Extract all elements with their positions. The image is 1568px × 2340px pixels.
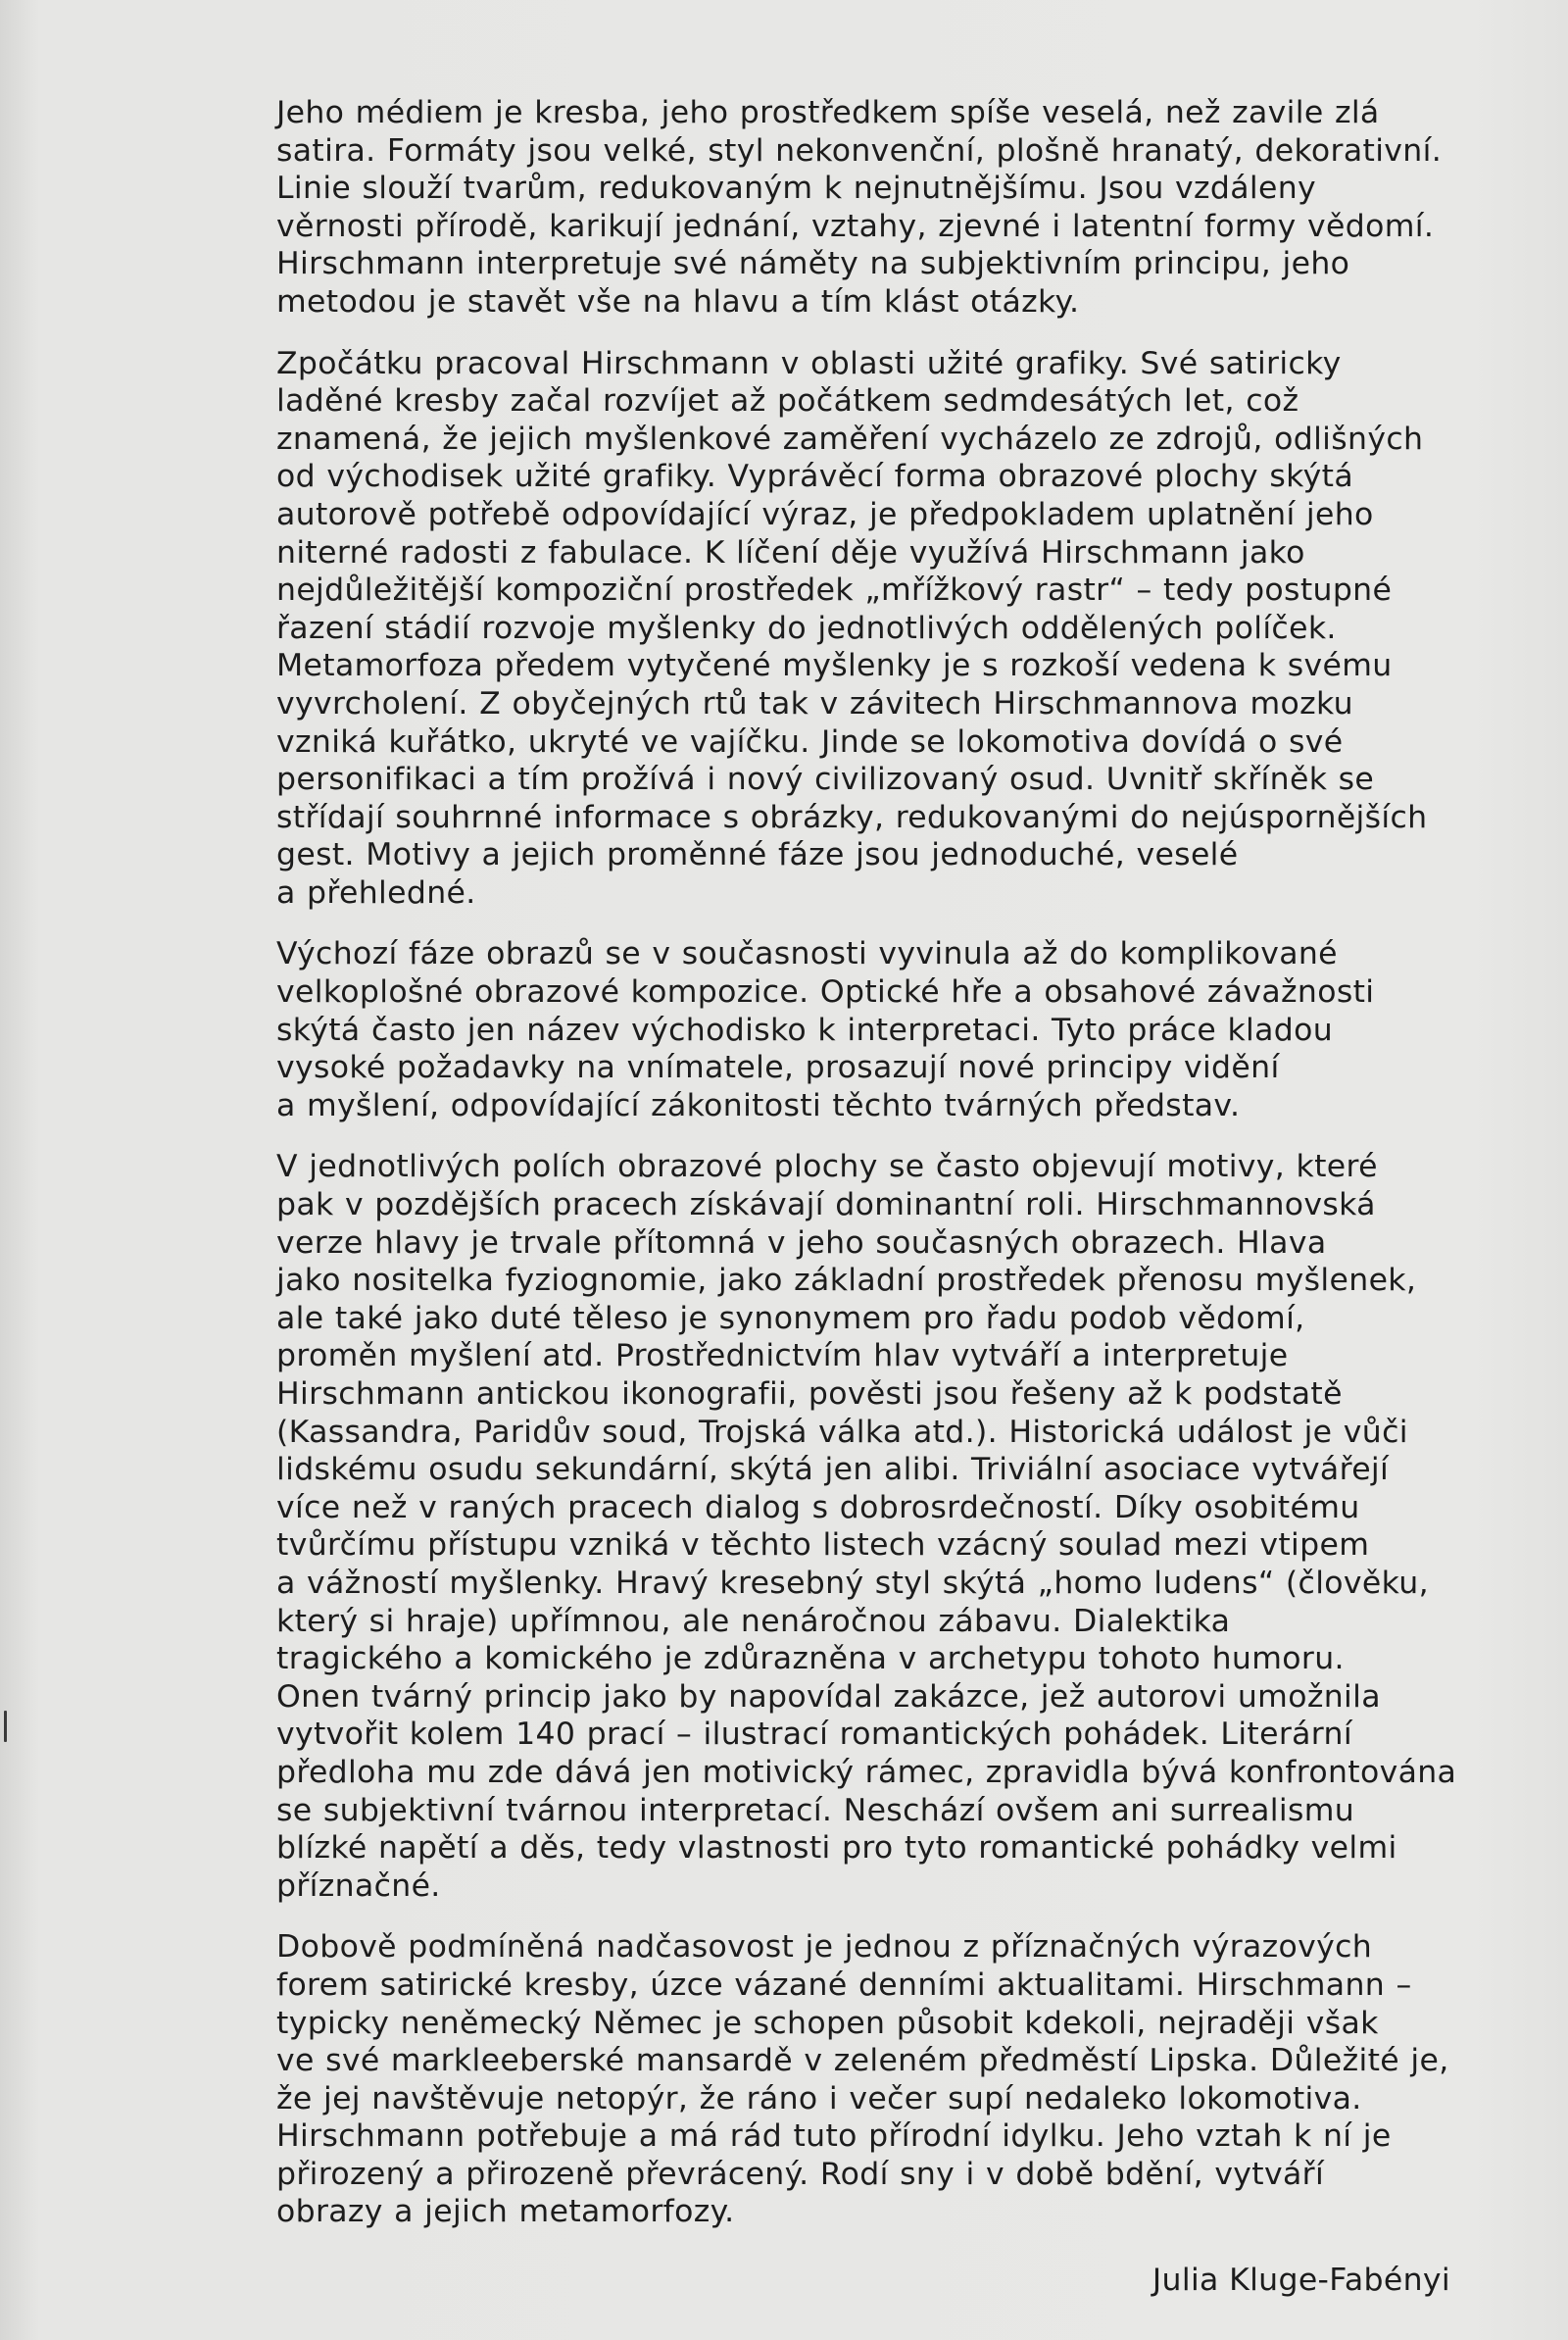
text-line: a přehledné.	[276, 874, 476, 911]
text-line: více než v raných pracech dialog s dobrosrdečností. Díky osobitému	[276, 1489, 1360, 1525]
text-line: pak v pozdějších pracech získávají dominantní roli. Hirschmannovská	[276, 1187, 1376, 1223]
text-line: Dobově podmíněná nadčasovost je jednou z příznačných výrazových	[276, 1929, 1373, 1966]
text-line: příznačné.	[276, 1867, 441, 1904]
paragraph-2	[276, 345, 1501, 913]
text-line: laděné kresby začal rozvíjet až počátkem sedmdesátých let, což	[276, 383, 1299, 420]
text-line: jako nositelka fyziognomie, jako základní prostředek přenosu myšlenek,	[276, 1263, 1417, 1299]
text-line: lidskému osudu sekundární, skýtá jen alibi. Triviální asociace vytvářejí	[276, 1452, 1390, 1488]
text-line: skýtá často jen název východisko k interpretaci. Tyto práce kladou	[276, 1012, 1334, 1048]
paragraph-1	[276, 94, 1501, 322]
article-body	[276, 94, 1501, 2255]
text-line: Výchozí fáze obrazů se v současnosti vyvinula až do komplikované	[276, 936, 1338, 972]
text-line: obrazy a jejich metamorfozy.	[276, 2194, 735, 2230]
text-line: od východisek užité grafiky. Vyprávěcí forma obrazové plochy skýtá	[276, 459, 1353, 495]
text-line: přirozený a přirozeně převrácený. Rodí sny i v době bdění, vytváří	[276, 2156, 1325, 2192]
text-line: velkoplošné obrazové kompozice. Optické hře a obsahové závažnosti	[276, 974, 1375, 1011]
text-line: který si hraje) upřímnou, ale nenáročnou zábavu. Dialektika	[276, 1603, 1231, 1639]
text-line: vytvořit kolem 140 prací – ilustrací romantických pohádek. Literární	[276, 1717, 1352, 1753]
text-line: ale také jako duté těleso je synonymem pro řadu podob vědomí,	[276, 1300, 1305, 1336]
text-line: nejdůležitější kompoziční prostředek „mřížkový rastr“ – tedy postupné	[276, 573, 1393, 609]
text-line: Linie slouží tvarům, redukovaným k nejnutnějšímu. Jsou vzdáleny	[276, 171, 1317, 207]
text-line: vyvrcholení. Z obyčejných rtů tak v závitech Hirschmannova mozku	[276, 685, 1353, 722]
text-line: vzniká kuřátko, ukryté ve vajíčku. Jinde se lokomotiva dovídá o své	[276, 723, 1344, 760]
text-line: Metamorfoza předem vytyčené myšlenky je s rozkoší vedena k svému	[276, 648, 1393, 684]
text-line: Onen tvárný princip jako by napovídal zakázce, jež autorovi umožnila	[276, 1678, 1381, 1715]
text-line: předloha mu zde dává jen motivický rámec, zpravidla bývá konfrontována	[276, 1754, 1457, 1790]
text-line: forem satirické kresby, úzce vázané denními aktualitami. Hirschmann –	[276, 1967, 1412, 2003]
text-line: znamená, že jejich myšlenkové zaměření vycházelo ze zdrojů, odlišných	[276, 421, 1424, 457]
text-line: Zpočátku pracoval Hirschmann v oblasti užité grafiky. Své satiricky	[276, 345, 1342, 381]
text-line: blízké napětí a děs, tedy vlastnosti pro tyto romantické pohádky velmi	[276, 1830, 1397, 1867]
text-line: že jej navštěvuje netopýr, že ráno i večer supí nedaleko lokomotiva.	[276, 2080, 1362, 2116]
text-line: Hirschmann potřebuje a má rád tuto přírodní idylku. Jeho vztah k ní je	[276, 2118, 1392, 2155]
text-line: a vážností myšlenky. Hravý kresebný styl skýtá „homo ludens“ (člověku,	[276, 1565, 1429, 1601]
text-line: Hirschmann interpretuje své náměty na subjektivním principu, jeho	[276, 246, 1350, 282]
text-line: Jeho médiem je kresba, jeho prostředkem spíše veselá, než zavile zlá	[276, 95, 1380, 130]
text-line: střídají souhrnné informace s obrázky, redukovanými do nejúspornějších	[276, 799, 1428, 835]
text-line: Hirschmann antickou ikonografii, pověsti jsou řešeny až k podstatě	[276, 1376, 1343, 1412]
text-line: personifikaci a tím prožívá i nový civilizovaný osud. Uvnitř skříněk se	[276, 762, 1375, 798]
text-line: ve své markleeberské mansardě v zeleném předměstí Lipska. Důležité je,	[276, 2043, 1449, 2079]
text-line: se subjektivní tvárnou interpretací. Neschází ovšem ani surrealismu	[276, 1792, 1355, 1828]
page-edge-mark	[4, 1711, 7, 1742]
paragraph-5	[276, 1928, 1501, 2231]
text-line: metodou je stavět vše na hlavu a tím klást otázky.	[276, 283, 1080, 320]
text-line: gest. Motivy a jejich proměnné fáze jsou jednoduché, veselé	[276, 837, 1239, 873]
text-line: satira. Formáty jsou velké, styl nekonvenční, plošně hranatý, dekorativní.	[276, 132, 1443, 169]
text-line: a myšlení, odpovídající zákonitosti těchto tvárných představ.	[276, 1087, 1241, 1123]
text-line: tvůrčímu přístupu vzniká v těchto listech vzácný soulad mezi vtipem	[276, 1527, 1370, 1564]
text-line: verze hlavy je trvale přítomná v jeho současných obrazech. Hlava	[276, 1224, 1327, 1261]
text-line: V jednotlivých polích obrazové plochy se často objevují motivy, které	[276, 1149, 1378, 1185]
paragraph-3	[276, 935, 1501, 1124]
author-signature: Julia Kluge-Fabényi	[1152, 2263, 1450, 2298]
text-line: tragického a komického je zdůrazněna v archetypu tohoto humoru.	[276, 1641, 1345, 1677]
text-line: vysoké požadavky na vnímatele, prosazují nové principy vidění	[276, 1050, 1280, 1086]
text-line: řazení stádií rozvoje myšlenky do jednotlivých oddělených políček.	[276, 610, 1337, 646]
text-line: niterné radosti z fabulace. K líčení děje využívá Hirschmann jako	[276, 534, 1305, 571]
text-line: (Kassandra, Paridův soud, Trojská válka atd.). Historická událost je vůči	[276, 1414, 1408, 1450]
text-line: proměn myšlení atd. Prostřednictvím hlav vytváří a interpretuje	[276, 1338, 1289, 1374]
paragraph-4	[276, 1148, 1501, 1905]
text-line: autorově potřebě odpovídající výraz, je předpokladem uplatnění jeho	[276, 496, 1374, 532]
text-line: věrnosti přírodě, karikují jednání, vztahy, zjevné i latentní formy vědomí.	[276, 208, 1435, 244]
text-line: typicky neněmecký Němec je schopen působit kdekoli, nejraději však	[276, 2005, 1379, 2041]
